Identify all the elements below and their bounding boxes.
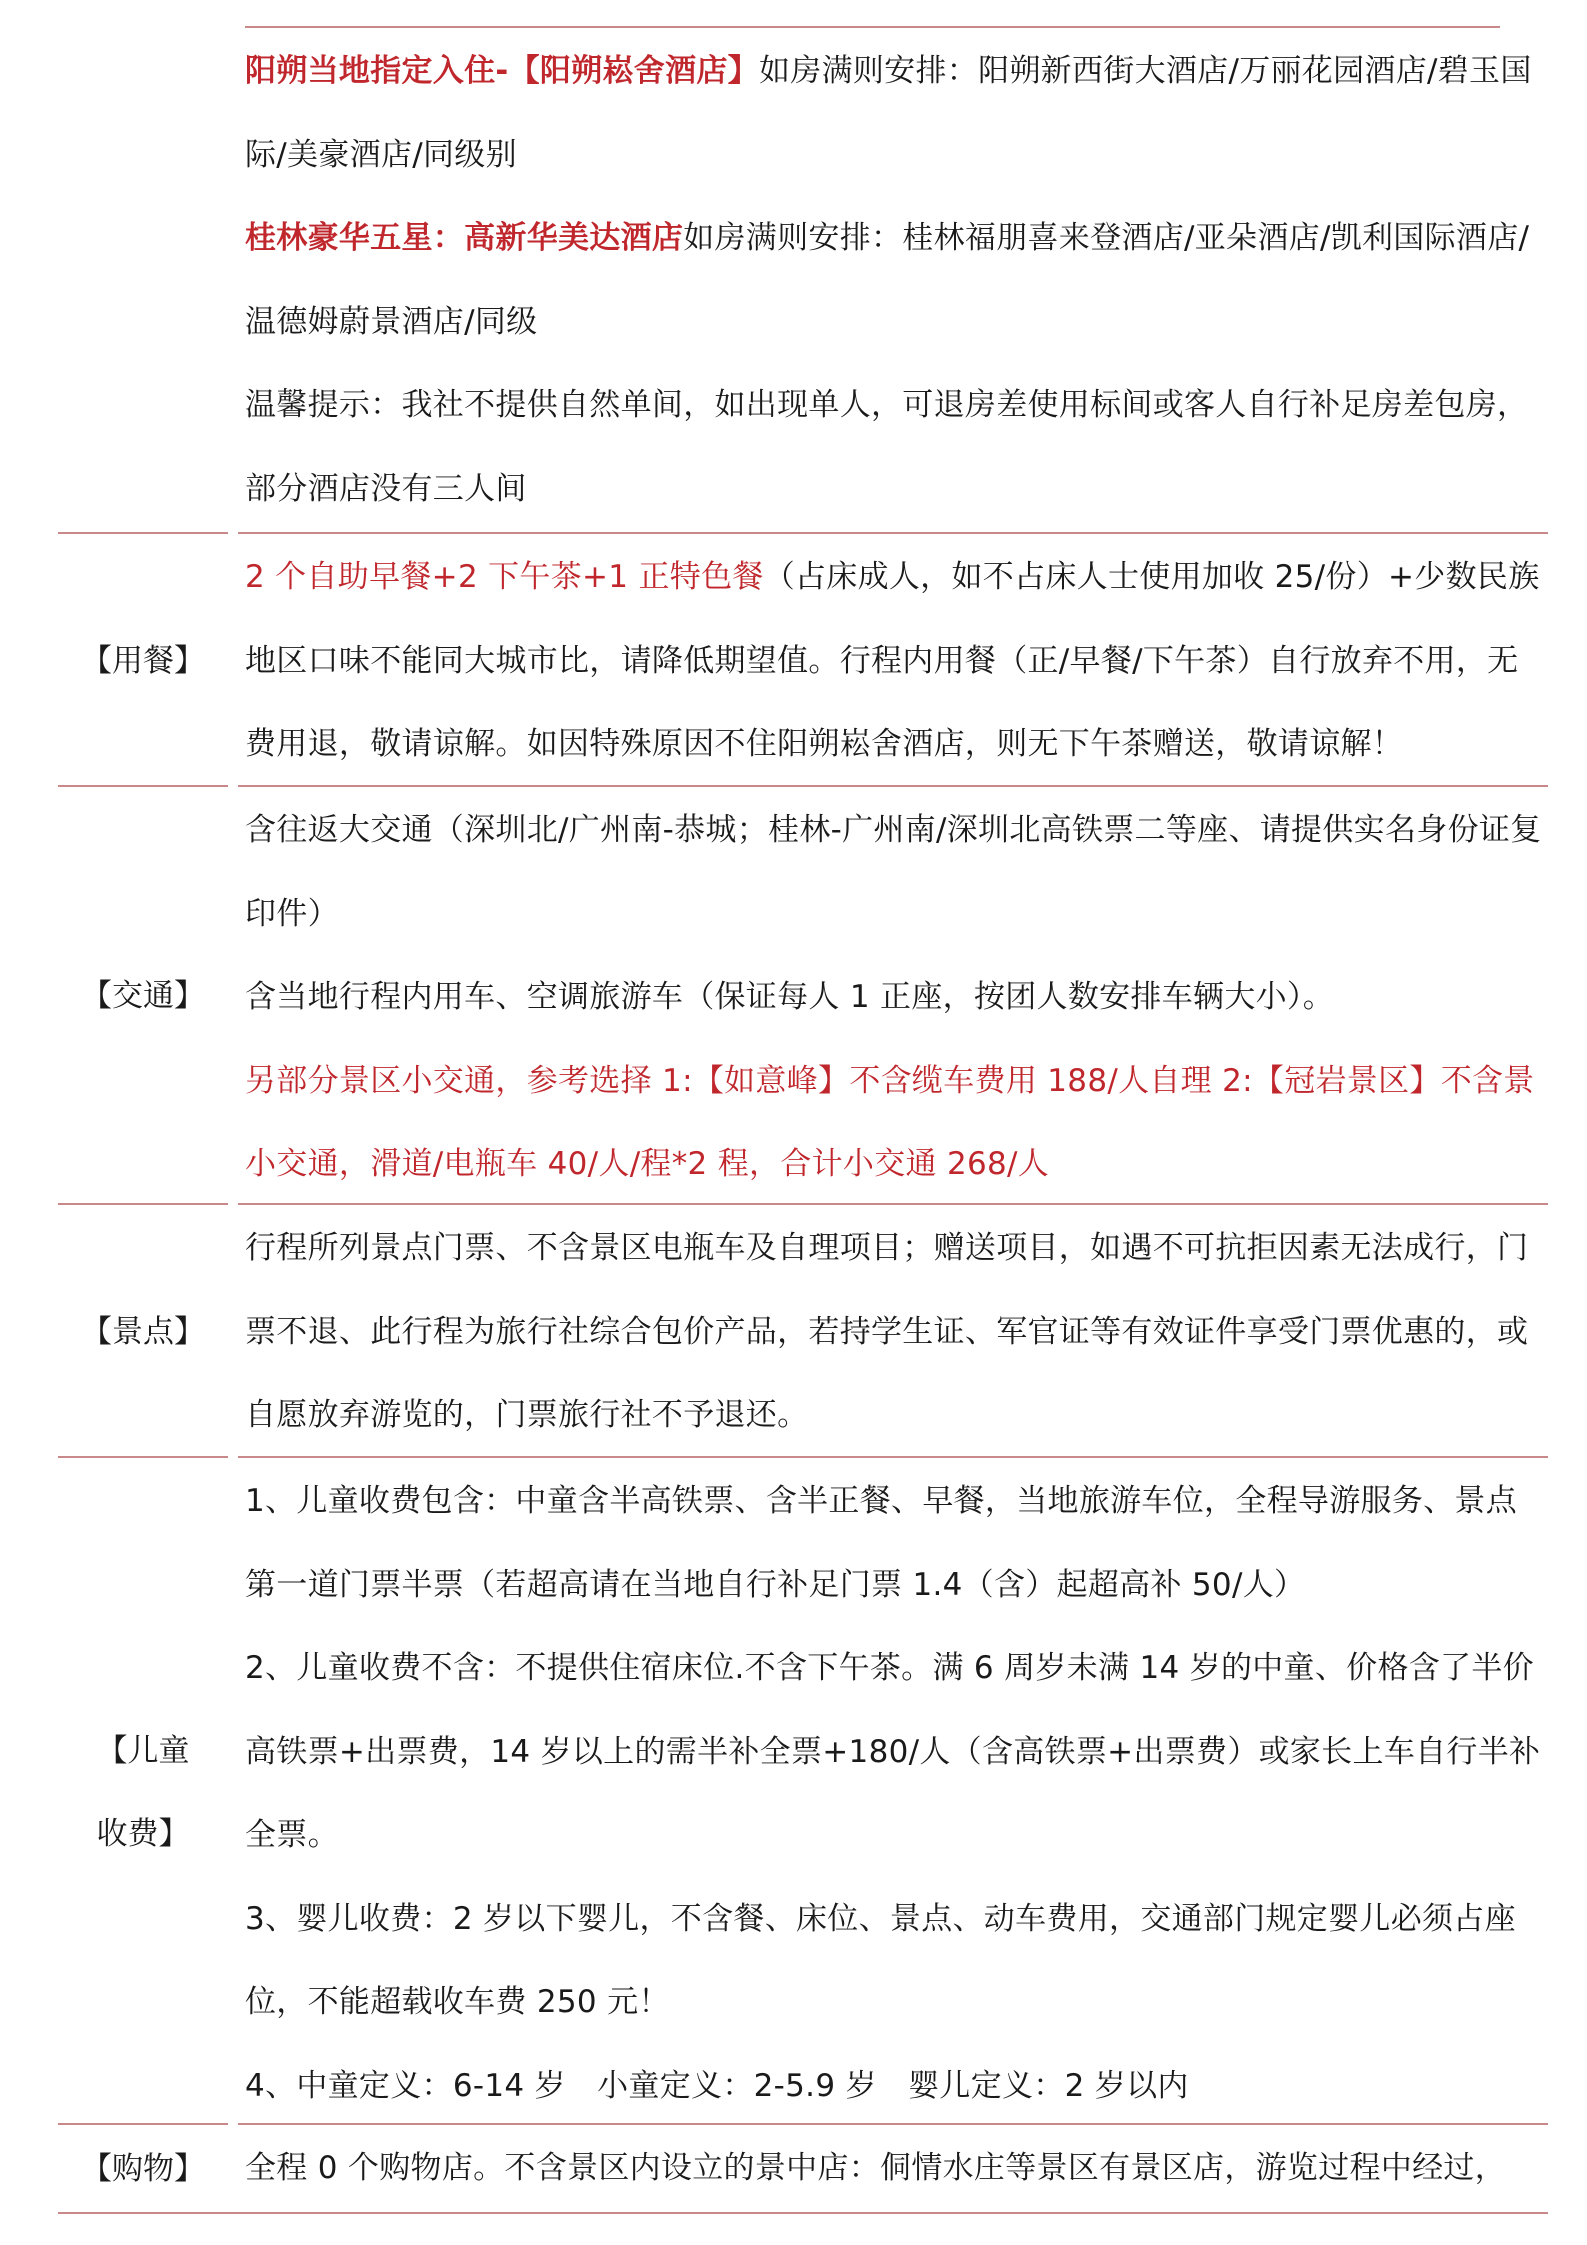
divider (58, 2212, 1548, 2214)
divider (238, 785, 1548, 787)
divider (238, 532, 1548, 534)
child-fee-p4: 4、中童定义：6-14 岁 小童定义：2-5.9 岁 婴儿定义：2 岁以内 (245, 2067, 1189, 2104)
hotel-yangshuo-rest: 如房满则安排：阳朔新西街大酒店/万丽花园酒店/碧玉国际/美豪酒店/同级别 (245, 53, 1532, 173)
meals-label: 【用餐】 (81, 642, 205, 679)
transport-p3: 另部分景区小交通，参考选择 1:【如意峰】不含缆车费用 188/人自理 2:【冠岩景区】不含景小交通，滑道/电瓶车 40/人/程*2 程，合计小交通 268/人 (245, 1062, 1535, 1182)
hotel-guilin-rest: 如房满则安排：桂林福朋喜来登酒店/亚朵酒店/凯利国际酒店/温德姆蔚景酒店/同级 (245, 220, 1530, 340)
hotel-guilin (245, 197, 1545, 364)
hotel-tip: 温馨提示：我社不提供自然单间，如出现单人，可退房差使用标间或客人自行补足房差包房，部分酒店没有三人间 (245, 387, 1529, 507)
transport-section (0, 789, 1587, 1204)
transport-label: 【交通】 (81, 978, 205, 1014)
divider (58, 1456, 228, 1458)
shopping-content (245, 2127, 1545, 2211)
divider (238, 1203, 1548, 1205)
divider (58, 1203, 228, 1205)
meals-section (0, 536, 1587, 786)
child-fee-p2: 2、儿童收费不含：不提供住宿床位.不含下午茶。满 6 周岁未满 14 岁的中童、价格含了半价高铁票+出票费，14 岁以上的需半补全票+180/人（含高铁票+出票费）或家长上车自行半补全票。 (245, 1650, 1541, 1853)
child-fee-p1: 1、儿童收费包含：中童含半高铁票、含半正餐、早餐，当地旅游车位，全程导游服务、景点第一道门票半票（若超高请在当地自行补足门票 1.4（含）起超高补 50/人） (245, 1483, 1518, 1603)
divider (58, 785, 228, 787)
divider (238, 2123, 1548, 2125)
divider (238, 1456, 1548, 1458)
hotel-yangshuo-label: 阳朔当地指定入住-【阳朔崧舍酒店】 (245, 53, 759, 89)
sights-section (0, 1207, 1587, 1457)
meals-content (245, 536, 1545, 787)
hotel-guilin-label: 桂林豪华五星：高新华美达酒店 (245, 220, 684, 256)
transport-p1: 含往返大交通（深圳北/广州南-恭城；桂林-广州南/深圳北高铁票二等座、请提供实名身份证复印件） (245, 812, 1542, 932)
sights-label: 【景点】 (81, 1313, 205, 1350)
transport-content (245, 789, 1545, 1207)
divider (58, 532, 228, 534)
meals-rest: （占床成人，如不占床人士使用加收 25/份）+少数民族地区口味不能同大城市比，请降低期望值。行程内用餐（正/早餐/下午茶）自行放弃不用，无费用退，敬请谅解。如因特殊原因不住阳朔崧舍酒店，则无下午茶赠送，敬请谅解！ (245, 559, 1540, 762)
shopping-section (0, 2127, 1587, 2211)
shopping-text: 全程 0 个购物店。不含景区内设立的景中店：侗情水庄等景区有景区店，游览过程中经过， (245, 2150, 1507, 2186)
meals-text (245, 536, 1545, 787)
divider (58, 2123, 228, 2125)
divider (245, 26, 1500, 28)
hotel-content (245, 30, 1545, 531)
meals-red: 2 个自助早餐+2 下午茶+1 正特色餐 (245, 559, 764, 595)
child-fee-p3: 3、婴儿收费：2 岁以下婴儿，不含餐、床位、景点、动车费用，交通部门规定婴儿必须占座位，不能超载收车费 250 元！ (245, 1900, 1516, 2020)
child-fee-section (0, 1460, 1587, 2125)
hotel-section (0, 30, 1587, 530)
child-fee-label-line1: 【儿童 (96, 1732, 190, 1769)
shopping-label: 【购物】 (81, 2150, 205, 2187)
transport-p2: 含当地行程内用车、空调旅游车（保证每人 1 正座，按团人数安排车辆大小）。 (245, 979, 1335, 1015)
child-fee-content (245, 1460, 1545, 2128)
sights-text: 行程所列景点门票、不含景区电瓶车及自理项目；赠送项目，如遇不可抗拒因素无法成行，门票不退、此行程为旅行社综合包价产品，若持学生证、军官证等有效证件享受门票优惠的，或自愿放弃游览的，门票旅行社不予退还。 (245, 1230, 1529, 1433)
hotel-yangshuo (245, 30, 1545, 197)
sights-content (245, 1207, 1545, 1458)
child-fee-label-line2: 收费】 (96, 1815, 190, 1852)
child-fee-label (58, 1460, 228, 2125)
